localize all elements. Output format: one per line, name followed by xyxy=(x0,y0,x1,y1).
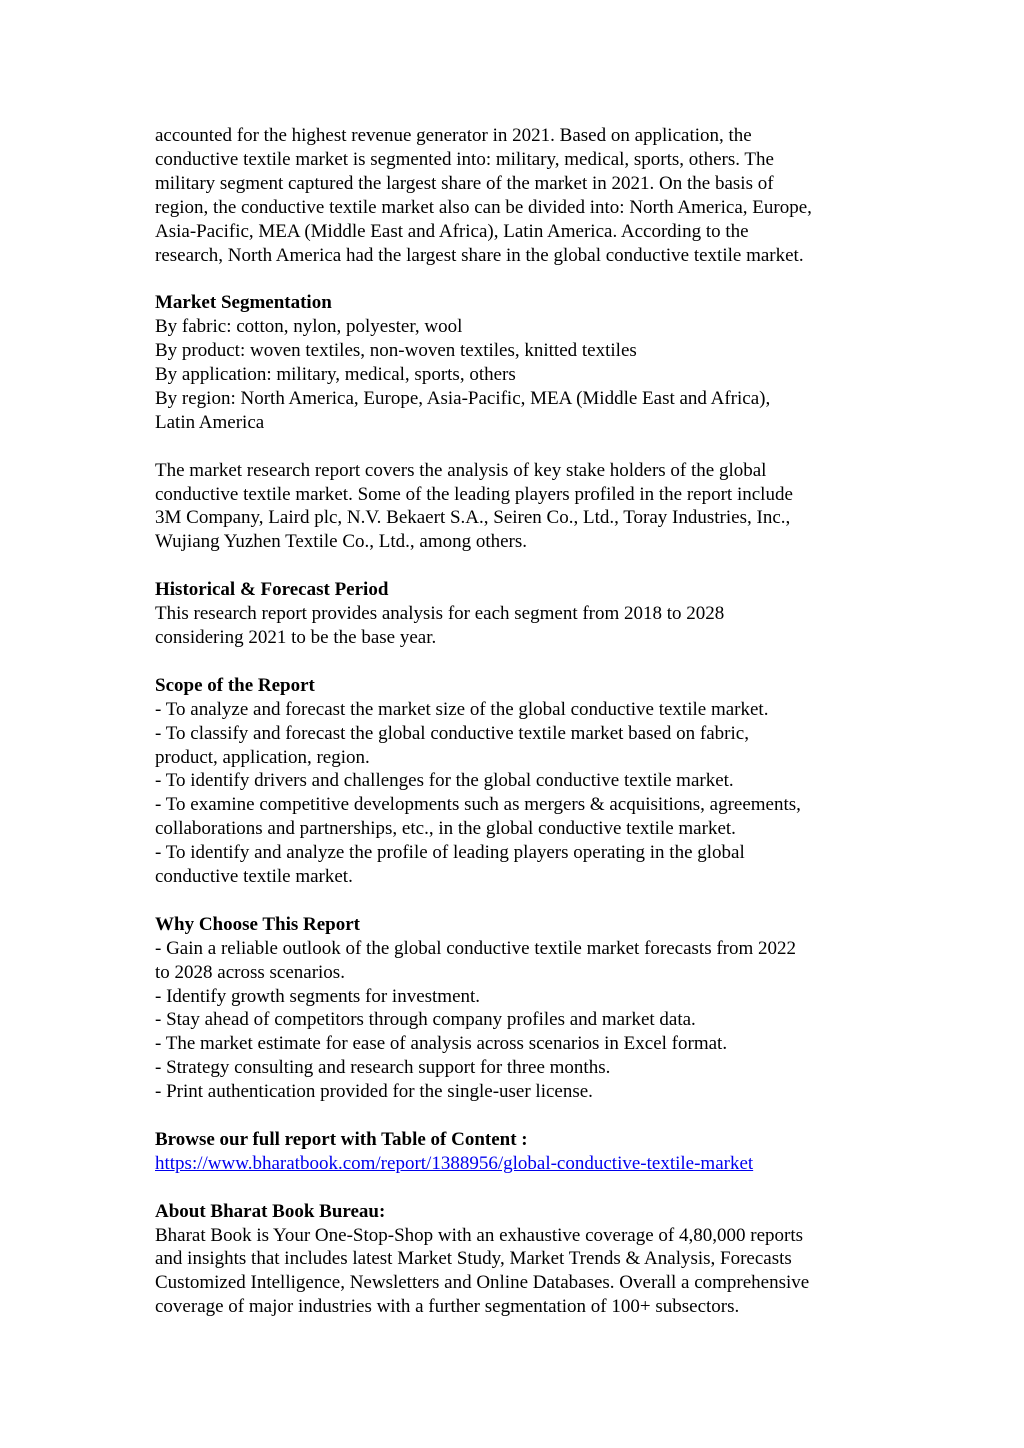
stakeholders-paragraph xyxy=(155,459,895,555)
spacer xyxy=(155,1104,895,1128)
spacer xyxy=(155,1176,895,1200)
intro-line: accounted for the highest revenue generator in 2021. Based on application, the xyxy=(155,125,752,146)
link-line xyxy=(155,1152,895,1176)
spacer xyxy=(155,554,895,578)
why-line: - Gain a reliable outlook of the global conductive textile market forecasts from 2022 xyxy=(155,937,797,959)
intro-line: Asia-Pacific, MEA (Middle East and Africa), Latin America. According to the xyxy=(155,220,749,242)
intro-paragraph xyxy=(155,124,895,267)
why-line: - Identify growth segments for investment. xyxy=(155,985,481,1007)
about-line: and insights that includes latest Market Study, Market Trends & Analysis, Forecasts xyxy=(155,1248,792,1270)
intro-line: military segment captured the largest share of the market in 2021. On the basis of xyxy=(155,172,774,194)
spacer xyxy=(155,889,895,913)
intro-line: conductive textile market is segmented into: military, medical, sports, others. The xyxy=(155,148,774,170)
segmentation-line: By region: North America, Europe, Asia-Pacific, MEA (Middle East and Africa), xyxy=(155,387,771,409)
about-line: Customized Intelligence, Newsletters and Online Databases. Overall a comprehensive xyxy=(155,1272,810,1294)
spacer xyxy=(155,267,895,291)
stakeholders-line: The market research report covers the analysis of key stake holders of the global xyxy=(155,459,767,481)
period-line: considering 2021 to be the base year. xyxy=(155,626,437,648)
scope-line: - To examine competitive developments such as mergers & acquisitions, agreements, xyxy=(155,794,801,816)
scope-line: - To identify and analyze the profile of leading players operating in the global xyxy=(155,842,745,864)
scope-line: collaborations and partnerships, etc., in the global conductive textile market. xyxy=(155,818,736,840)
why-choose-section xyxy=(155,913,895,1104)
browse-report-section xyxy=(155,1128,895,1176)
period-line: This research report provides analysis for each segment from 2018 to 2028 xyxy=(155,603,725,625)
why-line: - Strategy consulting and research support for three months. xyxy=(155,1057,611,1079)
document-page xyxy=(155,124,895,1319)
segmentation-line: Latin America xyxy=(155,411,265,433)
section-heading: Browse our full report with Table of Content : xyxy=(155,1128,528,1150)
about-line: Bharat Book is Your One-Stop-Shop with an exhaustive coverage of 4,80,000 reports xyxy=(155,1224,804,1246)
about-section xyxy=(155,1200,895,1320)
scope-line: - To classify and forecast the global conductive textile market based on fabric, xyxy=(155,722,749,744)
intro-line: region, the conductive textile market also can be divided into: North America, Europe, xyxy=(155,196,812,218)
report-link[interactable]: https://www.bharatbook.com/report/1388956/global-conductive-textile-market xyxy=(155,1152,754,1174)
why-line: - Print authentication provided for the single-user license. xyxy=(155,1081,593,1103)
section-heading: Historical & Forecast Period xyxy=(155,579,389,601)
about-line: coverage of major industries with a further segmentation of 100+ subsectors. xyxy=(155,1296,740,1318)
scope-line: - To identify drivers and challenges for the global conductive textile market. xyxy=(155,770,734,792)
section-heading: Market Segmentation xyxy=(155,292,332,314)
stakeholders-line: Wujiang Yuzhen Textile Co., Ltd., among others. xyxy=(155,531,528,553)
intro-line: research, North America had the largest share in the global conductive textile market. xyxy=(155,244,804,266)
segmentation-line: By application: military, medical, sports, others xyxy=(155,364,516,386)
forecast-period-section xyxy=(155,578,895,650)
scope-line: product, application, region. xyxy=(155,746,370,768)
spacer xyxy=(155,435,895,459)
stakeholders-line: conductive textile market. Some of the leading players profiled in the report include xyxy=(155,483,793,505)
section-heading: Why Choose This Report xyxy=(155,913,360,935)
why-line: - The market estimate for ease of analysis across scenarios in Excel format. xyxy=(155,1033,728,1055)
segmentation-line: By product: woven textiles, non-woven textiles, knitted textiles xyxy=(155,340,637,362)
scope-section xyxy=(155,674,895,889)
segmentation-line: By fabric: cotton, nylon, polyester, wool xyxy=(155,316,463,338)
why-line: to 2028 across scenarios. xyxy=(155,961,345,983)
scope-line: - To analyze and forecast the market size of the global conductive textile market. xyxy=(155,698,769,720)
section-heading: About Bharat Book Bureau: xyxy=(155,1200,386,1222)
why-line: - Stay ahead of competitors through company profiles and market data. xyxy=(155,1009,696,1031)
scope-line: conductive textile market. xyxy=(155,866,353,888)
market-segmentation-section xyxy=(155,291,895,434)
spacer xyxy=(155,650,895,674)
section-heading: Scope of the Report xyxy=(155,674,315,696)
stakeholders-line: 3M Company, Laird plc, N.V. Bekaert S.A., Seiren Co., Ltd., Toray Industries, Inc., xyxy=(155,507,791,529)
